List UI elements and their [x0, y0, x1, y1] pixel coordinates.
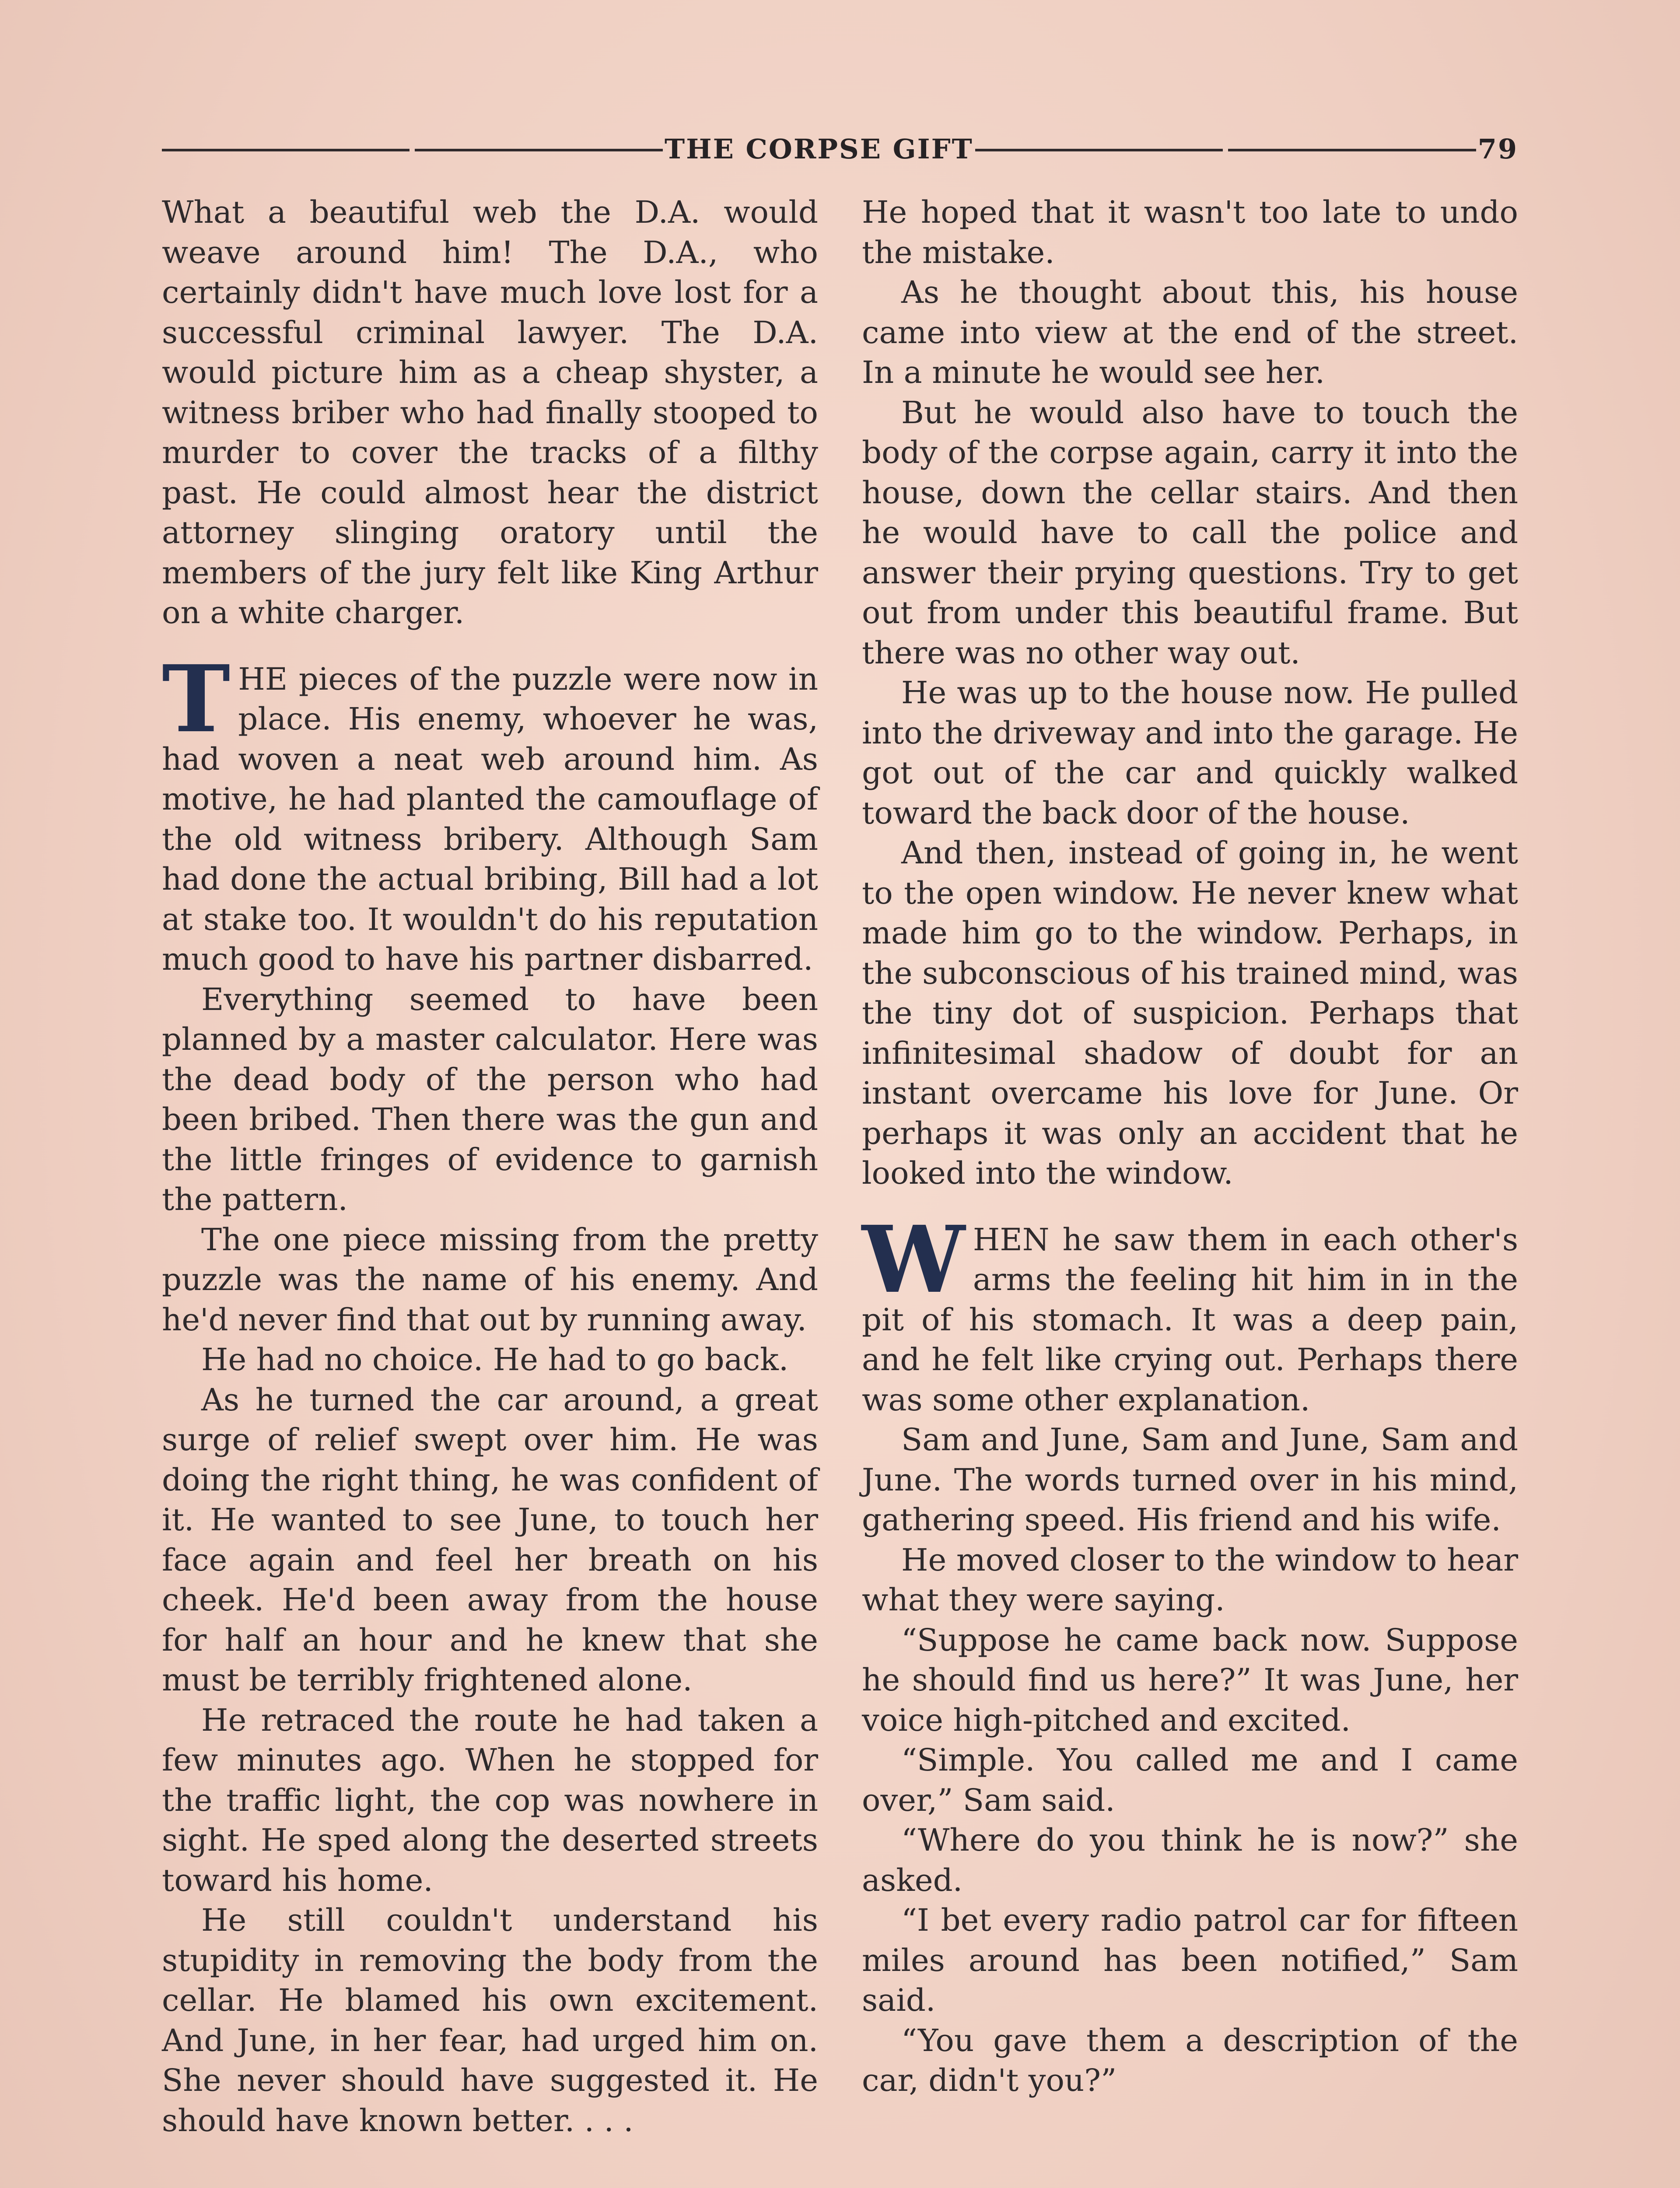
paragraph: He hoped that it wasn't too late to undo the mistake.	[862, 194, 1518, 270]
paragraph-text: HEN he saw them in each other's arms the feeling hit him in in the pit of his stomach. It was a deep pain, and he felt like crying out. Perhaps there was some other explanation.	[862, 1221, 1518, 1418]
paragraph: “I bet every radio patrol car for fifteen miles around has been notified,” Sam said.	[862, 1902, 1518, 2018]
story-title: THE CORPSE GIFT	[664, 133, 973, 165]
paragraph: And then, instead of going in, he went to the open window. He never knew what made him go to the window. Perhaps, in the subconscious of his trained mind, was the tiny dot of suspicion. Perhaps that infinitesimal shadow of doubt for an instant overcame his love for June. Or perhaps it was only an accident that he looked into the window.	[862, 835, 1518, 1191]
paragraph: As he turned the car around, a great surge of relief swept over him. He was doing the right thing, he was confident of it. He wanted to see June, to touch her face again and feel her breath on his cheek. He'd been away from the house for half an hour and he knew that she must be terribly frightened alone.	[162, 1382, 818, 1698]
paragraph: “Suppose he came back now. Suppose he should find us here?” It was June, her voice high-pitched and excited.	[862, 1622, 1518, 1738]
paragraph: But he would also have to touch the body of the corpse again, carry it into the house, down the cellar stairs. And then he would have to call the police and answer their prying questions. Try to get out from under this beautiful frame. But there was no other way out.	[862, 394, 1518, 671]
right-column	[862, 193, 1518, 2101]
paragraph: “Where do you think he is now?” she asked.	[862, 1822, 1518, 1898]
running-header	[162, 131, 1518, 166]
paragraph: He moved closer to the window to hear what they were saying.	[862, 1542, 1518, 1618]
paragraph: He retraced the route he had taken a few minutes ago. When he stopped for the traffic light, the cop was nowhere in sight. He sped along the deserted streets toward his home.	[162, 1702, 818, 1898]
paragraph: As he thought about this, his house came into view at the end of the street. In a minute he would see her.	[862, 274, 1518, 390]
paragraph: He had no choice. He had to go back.	[201, 1342, 789, 1378]
header-rule-right-1	[975, 149, 1223, 151]
page-number: 79	[1477, 133, 1518, 165]
paragraph: He was up to the house now. He pulled into the driveway and into the garage. He got out of the car and quickly walked toward the back door of the house.	[862, 675, 1518, 831]
paragraph-text: HE pieces of the puzzle were now in place. His enemy, whoever he was, had woven a neat web around him. As motive, he had planted the camouflage of the old witness bribery. Although Sam had done the actual bribing, Bill had a lot at stake too. It wouldn't do his reputation much good to have his partner disbarred.	[162, 661, 818, 977]
paragraph-with-dropcap	[862, 1205, 1518, 1420]
paragraph: “You gave them a description of the car, didn't you?”	[862, 2022, 1518, 2098]
paragraph: Everything seemed to have been planned by a master calculator. Here was the dead body of the person who had been bribed. Then there was the gun and the little fringes of evidence to garnish the pattern.	[162, 981, 818, 1217]
header-rule-left-2	[415, 149, 662, 151]
paragraph: He still couldn't understand his stupidity in removing the body from the cellar. He blamed his own excitement. And June, in her fear, had urged him on. She never should have suggested it. He should have known better. . . .	[162, 1902, 818, 2139]
header-rule-right-2	[1228, 149, 1476, 151]
paragraph-with-dropcap	[162, 645, 818, 980]
paragraph: “Simple. You called me and I came over,” Sam said.	[862, 1742, 1518, 1818]
header-rule-left-1	[162, 149, 410, 151]
drop-cap: W	[862, 1205, 965, 1314]
drop-cap: T	[162, 645, 231, 753]
paragraph: Sam and June, Sam and June, Sam and June. The words turned over in his mind, gathering speed. His friend and his wife.	[862, 1422, 1518, 1538]
paragraph: The one piece missing from the pretty puzzle was the name of his enemy. And he'd never find that out by running away.	[162, 1221, 818, 1338]
left-column	[162, 193, 818, 2141]
paragraph: What a beautiful web the D.A. would weave around him! The D.A., who certainly didn't have much love lost for a successful criminal lawyer. The D.A. would picture him as a cheap shyster, a witness briber who had finally stooped to murder to cover the tracks of a filthy past. He could almost hear the district attorney slinging oratory until the members of the jury felt like King Arthur on a white charger.	[162, 194, 818, 631]
